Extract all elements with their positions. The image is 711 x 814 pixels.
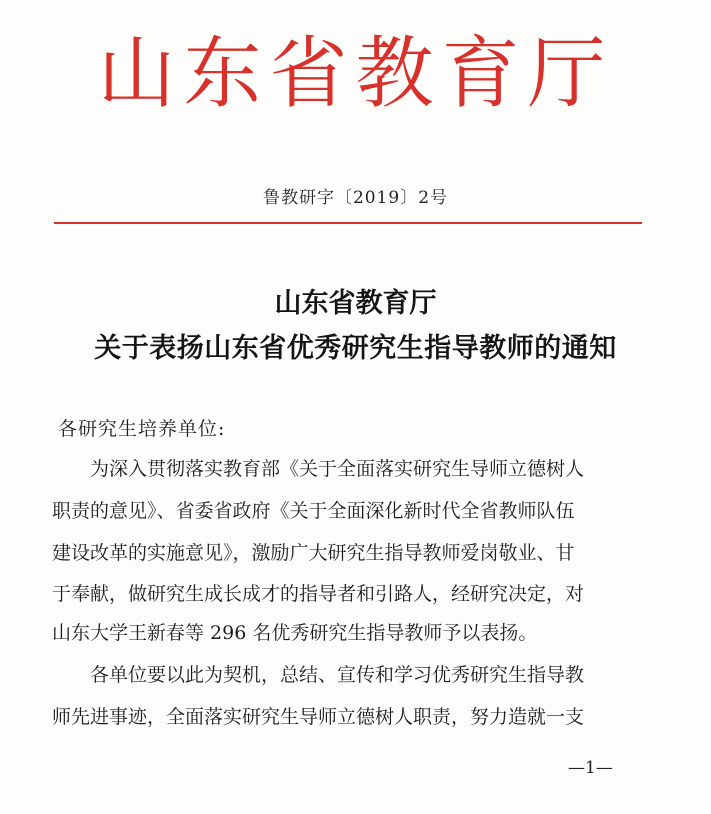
paragraph2-line: 师先进事迹，全面落实研究生导师立德树人职责，努力造就一支 — [52, 706, 585, 728]
paragraph1-line: 于奉献，做研究生成长成才的指导者和引路人，经研究决定，对 — [52, 583, 585, 605]
salutation: 各研究生培养单位: — [58, 418, 226, 440]
paragraph1-line: 山东大学王新春等 296 名优秀研究生指导教师予以表扬。 — [52, 622, 538, 644]
notice-title-line1: 山东省教育厅 — [274, 288, 437, 319]
paragraph2-line: 各单位要以此为契机，总结、宣传和学习优秀研究生指导教 — [90, 664, 585, 686]
letterhead-title: 山东省教育厅 — [97, 29, 614, 119]
page-number: —1— — [568, 758, 613, 778]
document-number: 鲁教研字〔2019〕2号 — [262, 188, 449, 208]
paragraph1-line: 建设改革的实施意见》，激励广大研究生指导教师爱岗敬业、甘 — [52, 542, 575, 564]
notice-title-line2: 关于表扬山东省优秀研究生指导教师的通知 — [94, 333, 617, 364]
paragraph1-line: 为深入贯彻落实教育部《关于全面落实研究生导师立德树人 — [90, 458, 585, 480]
paragraph1-line: 职责的意见》、省委省政府《关于全面深化新时代全省教师队伍 — [52, 500, 575, 522]
red-divider-line — [54, 222, 642, 224]
